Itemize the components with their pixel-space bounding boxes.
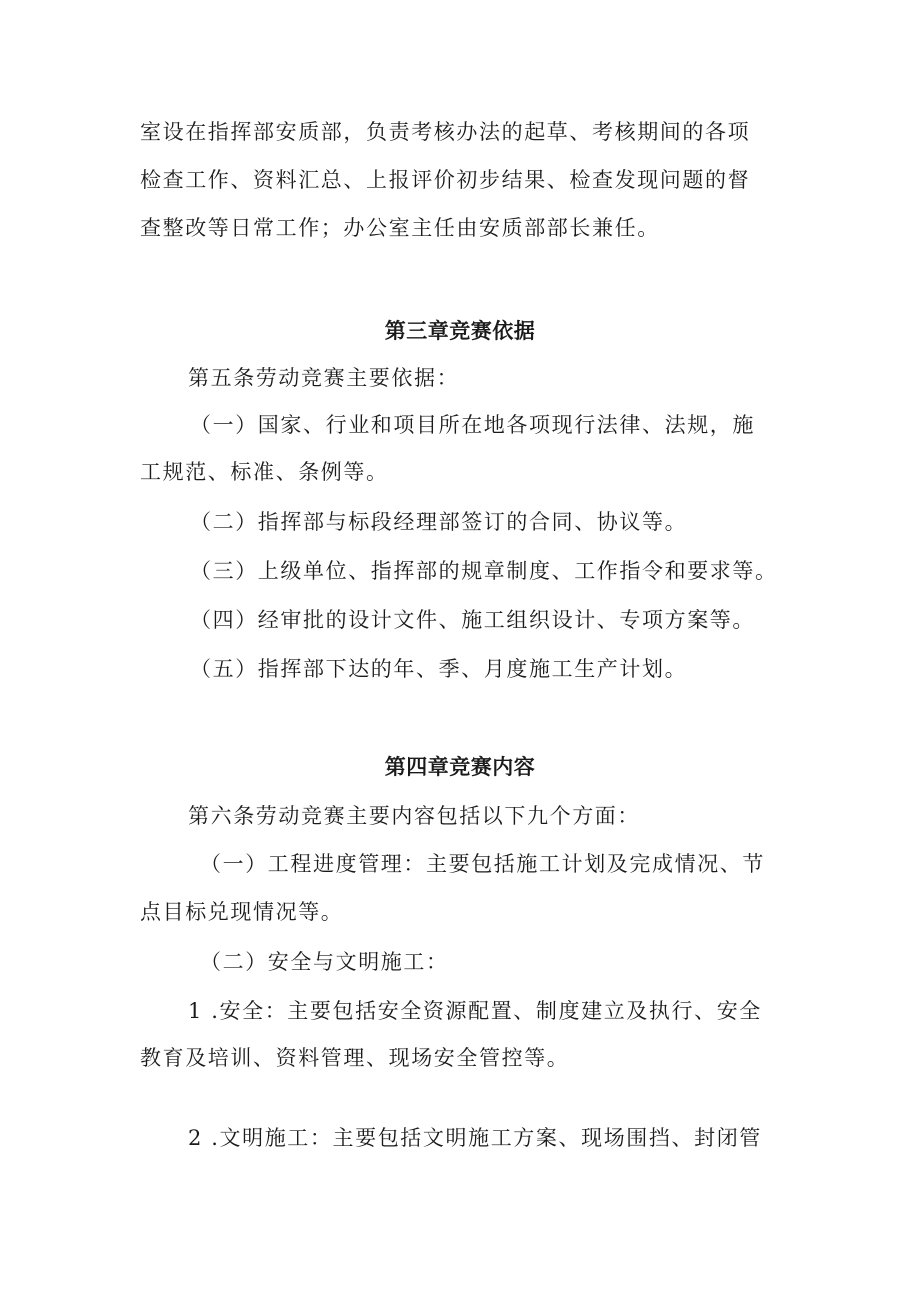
- list-item: （三）上级单位、指挥部的规章制度、工作指令和要求等。: [190, 559, 778, 583]
- sub-item: 1 .安全：主要包括安全资源配置、制度建立及执行、安全: [188, 999, 762, 1023]
- chapter-3-title: 第三章竞赛依据: [384, 319, 536, 343]
- paragraph-line: 检查工作、资料汇总、上报评价初步结果、检查发现问题的督: [140, 168, 751, 192]
- paragraph-line: 查整改等日常工作；办公室主任由安质部部长兼任。: [140, 216, 660, 240]
- list-item: （一）工程进度管理：主要包括施工计划及完成情况、节: [200, 852, 765, 876]
- list-item: （一）国家、行业和项目所在地各项现行法律、法规，施: [190, 413, 755, 437]
- list-item: （二）指挥部与标段经理部签订的合同、协议等。: [190, 510, 688, 534]
- paragraph-line: 室设在指挥部安质部，负责考核办法的起草、考核期间的各项: [140, 120, 751, 144]
- sub-item-continuation: 教育及培训、资料管理、现场安全管控等。: [140, 1046, 570, 1070]
- chapter-4-title: 第四章竞赛内容: [384, 755, 536, 779]
- list-item: （五）指挥部下达的年、季、月度施工生产计划。: [190, 657, 688, 681]
- list-item-continuation: 点目标兑现情况等。: [140, 900, 344, 924]
- list-item-continuation: 工规范、标准、条例等。: [140, 460, 389, 484]
- list-item: （四）经审批的设计文件、施工组织设计、专项方案等。: [190, 608, 755, 632]
- article-6: 第六条劳动竞赛主要内容包括以下九个方面：: [188, 804, 640, 828]
- list-item: （二）安全与文明施工：: [200, 950, 449, 974]
- sub-item: 2 .文明施工：主要包括文明施工方案、现场围挡、封闭管: [188, 1126, 762, 1150]
- article-5: 第五条劳动竞赛主要依据：: [188, 366, 460, 390]
